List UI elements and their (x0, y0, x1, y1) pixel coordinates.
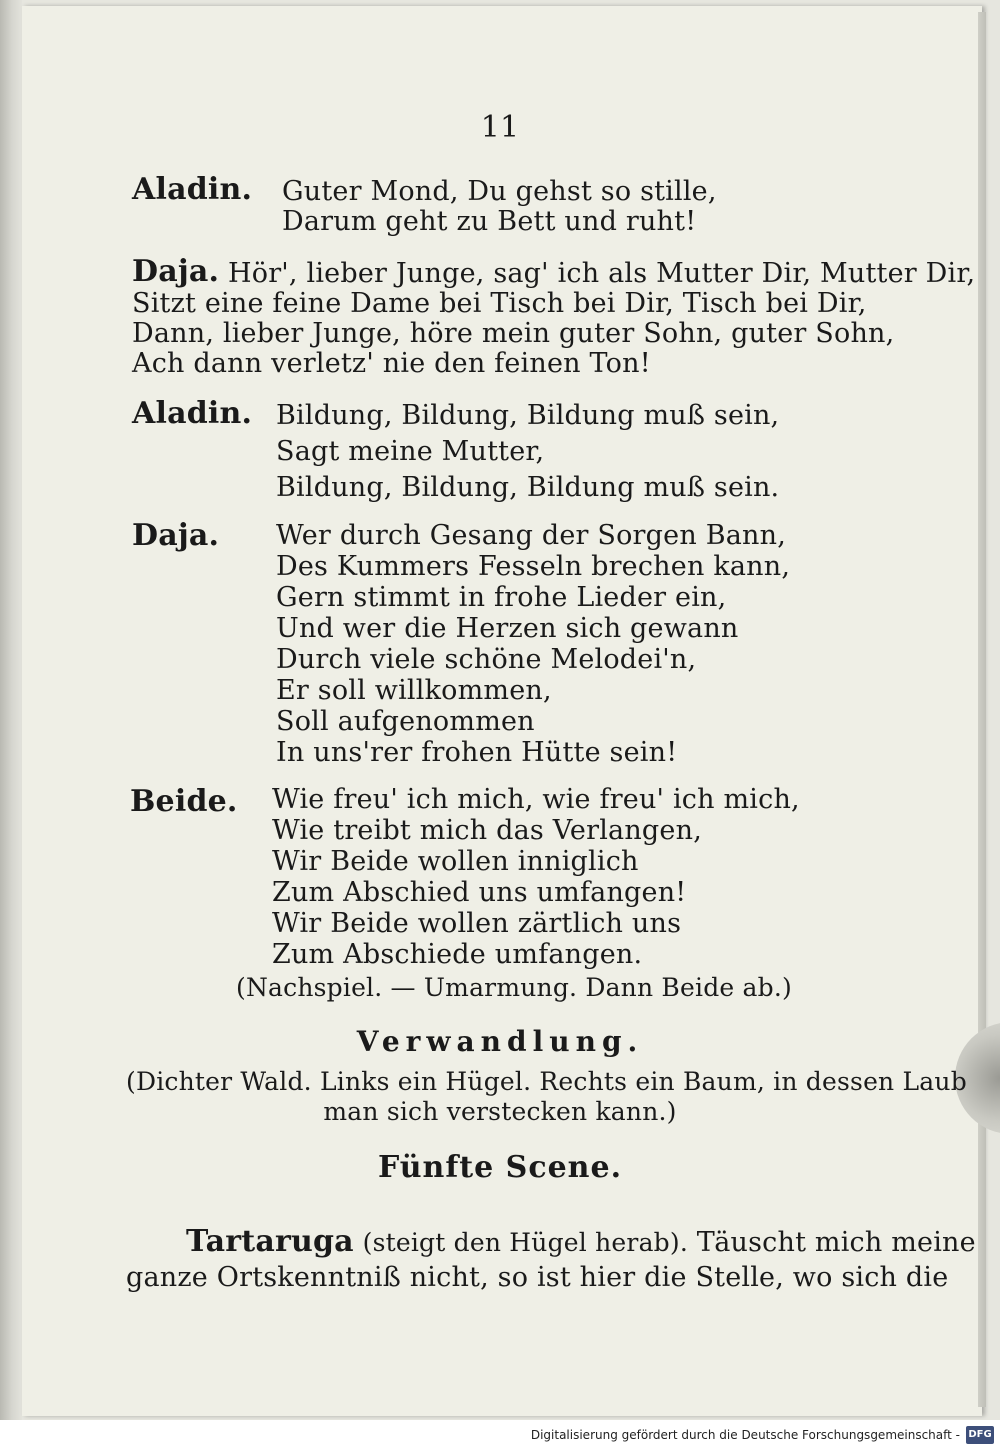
verse-line: Sagt meine Mutter, (276, 436, 545, 467)
verse-line: Zum Abschiede umfangen. (272, 939, 643, 970)
page-edge (978, 12, 986, 1407)
verse-line: In uns'rer frohen Hütte sein! (276, 737, 678, 768)
verse-line: Soll aufgenommen (276, 706, 535, 737)
verse-line: Darum geht zu Bett und ruht! (282, 206, 697, 237)
speaker-daja: Daja. (132, 254, 220, 289)
verse-line: Dann, lieber Junge, höre mein guter Sohn, guter Sohn, (132, 318, 895, 349)
speech-first-line (186, 1226, 976, 1259)
scene-heading: Fünfte Scene. (377, 1150, 623, 1185)
verse-line: Des Kummers Fesseln brechen kann, (276, 551, 791, 582)
verse-line: Und wer die Herzen sich gewann (276, 613, 739, 644)
verse-line: Wir Beide wollen zärtlich uns (272, 908, 682, 939)
page-number: 11 (480, 110, 520, 145)
speaker-aladin: Aladin. (132, 396, 253, 431)
dfg-logo: DFG (966, 1426, 994, 1444)
speech-text: ganze Ortskenntniß nicht, so ist hier die Stelle, wo sich die (126, 1262, 949, 1293)
speech-text: Täuscht mich meine (696, 1227, 976, 1258)
verse-line: Ach dann verletz' nie den feinen Ton! (132, 348, 651, 379)
stage-direction: (Nachspiel. — Umarmung. Dann Beide ab.) (236, 973, 792, 1002)
footer-bar (0, 1420, 1000, 1453)
verse-line: Er soll willkommen, (276, 675, 552, 706)
speaker-beide: Beide. (130, 784, 238, 819)
verse-line: Durch viele schöne Melodei'n, (276, 644, 697, 675)
verse-line: Wer durch Gesang der Sorgen Bann, (276, 520, 786, 551)
speaker-daja: Daja. (132, 518, 220, 553)
speaker-aladin: Aladin. (132, 172, 253, 207)
speaker-tartaruga: Tartaruga (186, 1224, 354, 1259)
verse-line: Wir Beide wollen inniglich (272, 846, 639, 877)
stage-direction-inline: (steigt den Hügel herab). (362, 1228, 688, 1257)
stage-direction: (Dichter Wald. Links ein Hügel. Rechts ein Baum, in dessen Laub (126, 1067, 967, 1096)
footer-credit: Digitalisierung gefördert durch die Deutsche Forschungsgemeinschaft - (530, 1428, 960, 1442)
scene-change-heading: Verwandlung. (356, 1025, 644, 1058)
verse-line: Bildung, Bildung, Bildung muß sein, (276, 400, 780, 431)
stage-direction: man sich verstecken kann.) (323, 1097, 677, 1126)
verse-line: Zum Abschied uns umfangen! (272, 877, 687, 908)
verse-line: Guter Mond, Du gehst so stille, (282, 176, 717, 207)
verse-line: Hör', lieber Junge, sag' ich als Mutter Dir, Mutter Dir, (228, 258, 976, 289)
verse-line: Sitzt eine feine Dame bei Tisch bei Dir, Tisch bei Dir, (132, 288, 867, 319)
book-binding (0, 0, 22, 1420)
verse-line: Wie freu' ich mich, wie freu' ich mich, (272, 784, 800, 815)
verse-line: Gern stimmt in frohe Lieder ein, (276, 582, 727, 613)
verse-line: Wie treibt mich das Verlangen, (272, 815, 702, 846)
verse-line: Bildung, Bildung, Bildung muß sein. (276, 472, 780, 503)
